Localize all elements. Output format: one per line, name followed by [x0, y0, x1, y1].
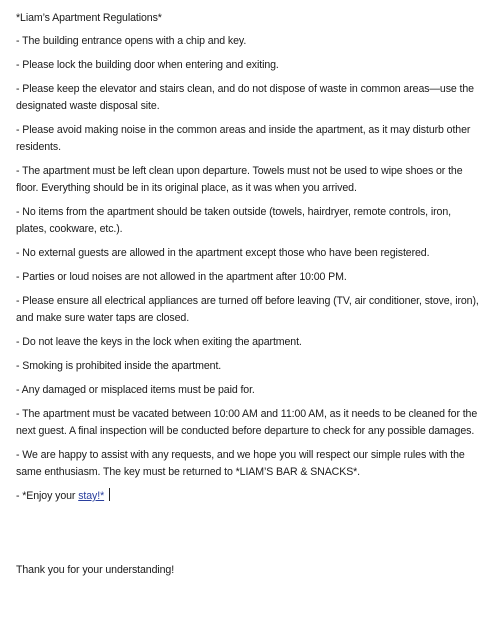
rule-item: - No items from the apartment should be taken outside (towels, hairdryer, remote controls, iron, plates, cookware, etc.).	[16, 206, 451, 235]
rule-item: - The building entrance opens with a chip and key.	[16, 35, 247, 47]
document-title: *Liam’s Apartment Regulations*	[16, 12, 162, 24]
rule-item: - Parties or loud noises are not allowed in the apartment after 10:00 PM.	[16, 271, 347, 283]
text-cursor	[109, 488, 110, 501]
rule-item: - No external guests are allowed in the apartment except those who have been registered.	[16, 247, 430, 259]
rule-item: - Smoking is prohibited inside the apartment.	[16, 360, 222, 372]
rule-item: - The apartment must be left clean upon departure. Towels must not be used to wipe shoes or the floor. Everything should be in its original place, as it was when you arrived.	[16, 165, 463, 194]
enjoy-line[interactable]	[16, 488, 484, 505]
rule-item: - Please avoid making noise in the common areas and inside the apartment, as it may disturb other residents.	[16, 124, 471, 153]
rule-item: - The apartment must be vacated between 10:00 AM and 11:00 AM, as it needs to be cleaned for the next guest. A final inspection will be conducted before departure to check for any possible damages.	[16, 408, 478, 437]
document-body	[16, 10, 484, 512]
rule-item: - Do not leave the keys in the lock when exiting the apartment.	[16, 336, 302, 348]
thanks-note: Thank you for your understanding!	[16, 564, 175, 576]
rule-item: - Please lock the building door when entering and exiting.	[16, 59, 279, 71]
rule-item: - Please ensure all electrical appliances are turned off before leaving (TV, air conditioner, stove, iron), and make sure water taps are closed.	[16, 295, 479, 324]
rule-item: - Please keep the elevator and stairs clean, and do not dispose of waste in common areas—use the designated waste disposal site.	[16, 83, 474, 112]
rule-item: - We are happy to assist with any requests, and we hope you will respect our simple rules with the same enthusiasm. The key must be returned to *LIAM’S BAR & SNACKS*.	[16, 449, 465, 478]
rule-item: - Any damaged or misplaced items must be paid for.	[16, 384, 255, 396]
enjoy-prefix: - *Enjoy your	[16, 490, 79, 502]
enjoy-link[interactable]: stay!*	[78, 490, 105, 502]
